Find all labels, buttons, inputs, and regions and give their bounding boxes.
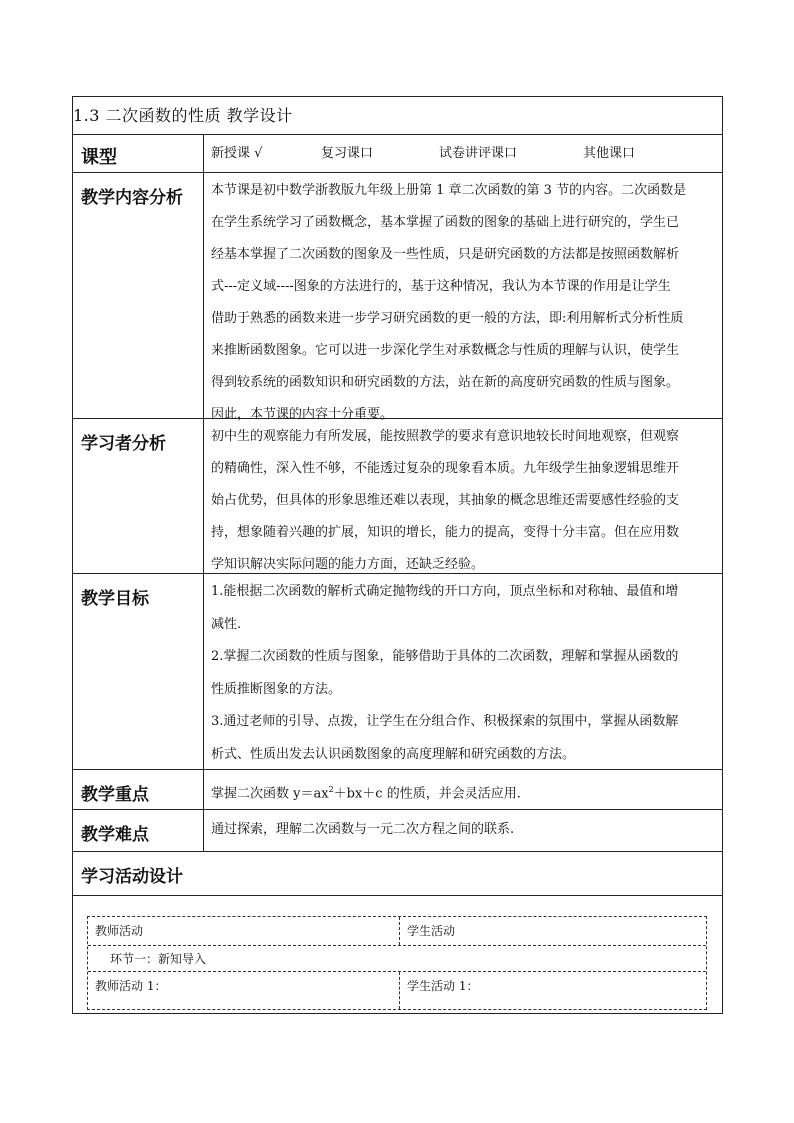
text-line: 性质推断图象的方法。 bbox=[211, 681, 342, 697]
teaching-goals-row bbox=[73, 573, 722, 769]
activity-table bbox=[87, 916, 707, 1010]
difficulty-text: 通过探索，理解二次函数与一元二次方程之间的联系. bbox=[211, 822, 515, 837]
document-title: 1.3 二次函数的性质 教学设计 bbox=[73, 106, 293, 125]
key-point-suffix: ＋bx＋c 的性质，并会灵活应用. bbox=[333, 786, 521, 802]
lesson-type-row bbox=[73, 134, 722, 172]
text-line: 2.掌握二次函数的性质与图象，能够借助于具体的二次函数，理解和掌握从函数的 bbox=[211, 649, 679, 664]
key-point-superscript: 2 bbox=[328, 785, 334, 794]
text-line: 学知识解决实际问题的能力方面，还缺乏经验。 bbox=[211, 557, 485, 572]
text-line: 1.能根据二次函数的解析式确定抛物线的开口方向，顶点坐标和对称轴、最值和增 bbox=[211, 584, 679, 599]
text-line: 持，想象随着兴趣的扩展，知识的增长，能力的提高，变得十分丰富。但在应用数 bbox=[211, 525, 680, 540]
activity-row-1 bbox=[88, 971, 706, 1009]
difficulty-label: 教学难点 bbox=[73, 810, 204, 851]
text-line: 经基本掌握了二次函数的图象及一些性质，只是研究函数的方法都是按照函数解析 bbox=[211, 247, 680, 262]
content-analysis-label: 教学内容分析 bbox=[73, 173, 204, 418]
lesson-type-options bbox=[204, 135, 722, 172]
text-line: 因此，本节课的内容十分重要。 bbox=[211, 407, 394, 422]
lesson-plan-table bbox=[72, 96, 723, 1014]
text-line: 初中生的观察能力有所发展，能按照教学的要求有意识地较长时间地观察，但观察 bbox=[211, 429, 680, 444]
option-test-review-lesson: 试卷讲评课口 bbox=[439, 145, 518, 161]
activity-table-header bbox=[88, 917, 706, 945]
activity-design-row bbox=[73, 851, 722, 895]
key-point-text bbox=[204, 770, 722, 809]
text-line: 3.通过老师的引导、点拨，让学生在分组合作、积极探索的氛围中，掌握从函数解 bbox=[211, 714, 679, 729]
student-activity-header: 学生活动 bbox=[407, 924, 456, 938]
text-line: 来推断函数图象。它可以进一步深化学生对承数概念与性质的理解与认识，使学生 bbox=[211, 343, 680, 358]
text-line: 借助于熟悉的函数来进一步学习研究函数的更一般的方法，即:利用解析式分析性质 bbox=[211, 311, 684, 326]
text-line: 得到较系统的函数知识和研究函数的方法，站在新的高度研究函数的性质与图象。 bbox=[211, 375, 680, 390]
difficulty-row bbox=[73, 809, 722, 851]
content-analysis-text bbox=[204, 173, 722, 422]
option-other-lesson: 其他课口 bbox=[583, 145, 636, 161]
stage-one-label: 环节一：新知导入 bbox=[88, 945, 706, 971]
teaching-goals-label: 教学目标 bbox=[73, 574, 204, 769]
key-point-row bbox=[73, 769, 722, 809]
content-analysis-row bbox=[73, 172, 722, 422]
key-point-prefix: 掌握二次函数 y＝ax bbox=[211, 786, 329, 802]
learner-analysis-label: 学习者分析 bbox=[73, 419, 204, 573]
learner-analysis-row bbox=[73, 418, 722, 573]
text-line: 始占优势，但具体的形象思维还难以表现，其抽象的概念思维还需要感性经验的支 bbox=[211, 493, 680, 508]
teacher-activity-1: 教师活动 1： bbox=[88, 972, 400, 1009]
text-line: 在学生系统学习了函数概念，基本掌握了函数的图象的基础上进行研究的，学生已 bbox=[211, 215, 680, 230]
text-line: 本节课是初中数学浙教版九年级上册第 1 章二次函数的第 3 节的内容。二次函数是 bbox=[211, 183, 687, 198]
learner-analysis-text bbox=[204, 419, 722, 573]
activity-table-row bbox=[73, 895, 722, 1013]
key-point-label: 教学重点 bbox=[73, 770, 204, 809]
option-review-lesson: 复习课口 bbox=[321, 145, 374, 161]
text-line: 析式、性质出发去认识函数图象的高度理解和研究函数的方法。 bbox=[211, 746, 576, 762]
teacher-activity-header: 教师活动 bbox=[88, 917, 400, 945]
activity-design-label: 学习活动设计 bbox=[81, 867, 183, 887]
text-line: 减性. bbox=[211, 616, 242, 632]
text-line: 的精确性，深入性不够，不能透过复杂的现象看本质。九年级学生抽象逻辑思维开 bbox=[211, 461, 680, 476]
option-new-lesson: 新授课 √ bbox=[211, 145, 263, 161]
lesson-type-label: 课型 bbox=[73, 135, 204, 172]
teaching-goals-text bbox=[204, 574, 722, 769]
text-line: 式---定义域----图象的方法进行的，基于这种情况，我认为本节课的作用是让学生 bbox=[211, 279, 671, 294]
student-activity-1: 学生活动 1： bbox=[407, 979, 479, 993]
